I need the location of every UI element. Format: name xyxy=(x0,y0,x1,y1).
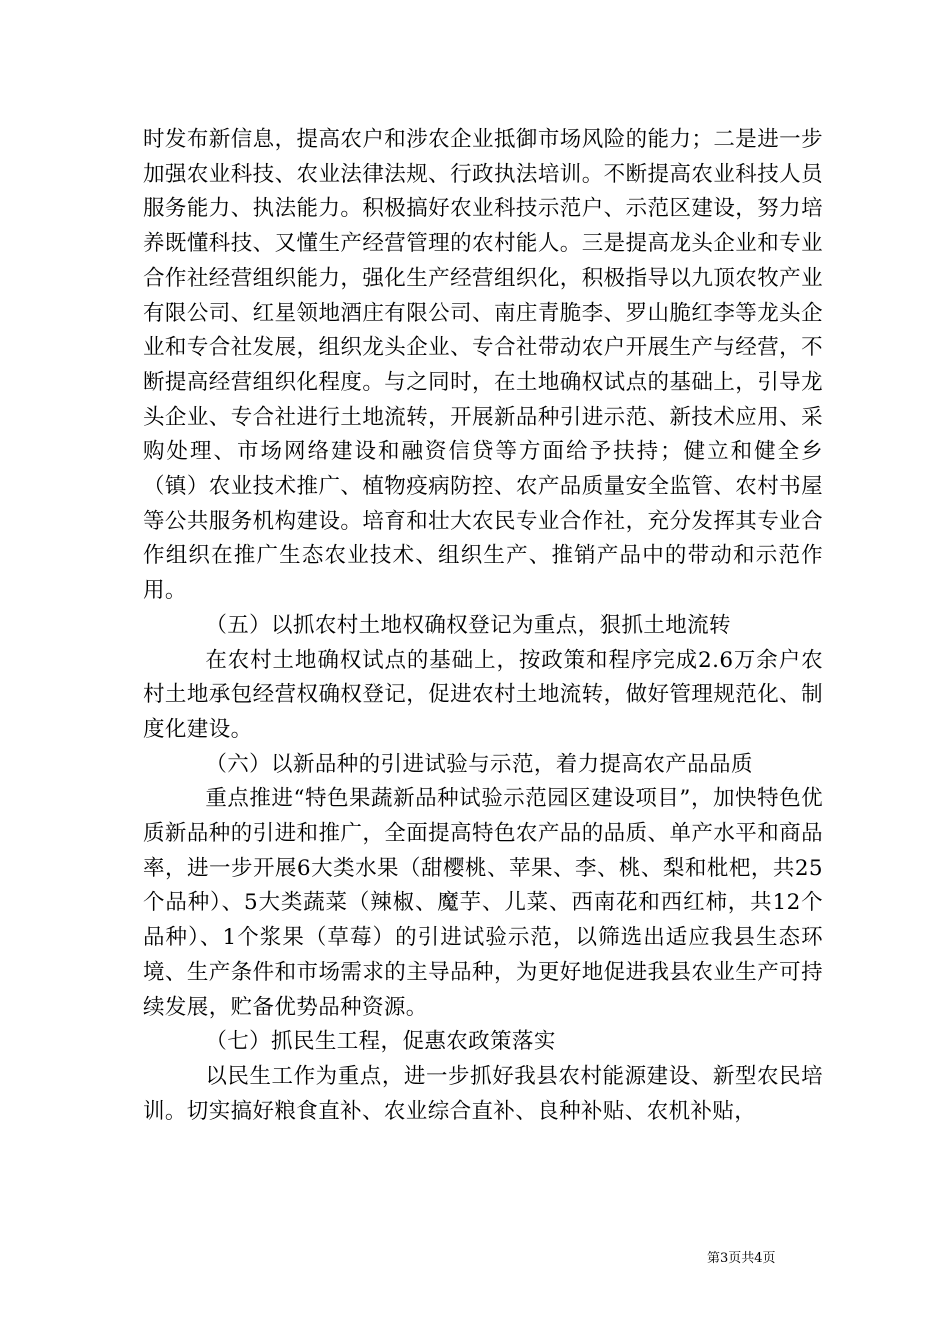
paragraph-livelihood: 以民生工作为重点，进一步抓好我县农村能源建设、新型农民培训。切实搞好粮食直补、农业综合直补、良种补贴、农机补贴， xyxy=(143,1063,823,1124)
paragraph-continuation: 时发布新信息，提高农户和涉农企业抵御市场风险的能力；二是进一步加强农业科技、农业法律法规、行政执法培训。不断提高农业科技人员服务能力、执法能力。积极搞好农业科技示范户、示范区建设，努力培养既懂科技、又懂生产经营管理的农村能人。三是提高龙头企业和专业合作社经营组织能力，强化生产经营组织化，积极指导以九顶农牧产业有限公司、红星领地酒庄有限公司、南庄青脆李、罗山脆红李等龙头企业和专合社发展，组织龙头企业、专合社带动农户开展生产与经营，不断提高经营组织化程度。与之同时，在土地确权试点的基础上，引导龙头企业、专合社进行土地流转，开展新品种引进示范、新技术应用、采购处理、市场网络建设和融资信贷等方面给予扶持；健立和健全乡（镇）农业技术推广、植物疫病防控、农产品质量安全监管、农村书屋等公共服务机构建设。培育和壮大农民专业合作社，充分发挥其专业合作组织在推广生态农业技术、组织生产、推销产品中的带动和示范作用。 xyxy=(143,127,823,604)
paragraph-new-varieties: 重点推进“特色果蔬新品种试验示范园区建设项目”，加快特色优质新品种的引进和推广，全面提高特色农产品的品质、单产水平和商品率，进一步开展6大类水果（甜樱桃、苹果、李、桃、梨和枇杷，共25个品种）、5大类蔬菜（辣椒、魔芋、儿菜、西南花和西红柿，共12个品种）、1个浆果（草莓）的引进试验示范，以筛选出适应我县生态环境、生产条件和市场需求的主导品种，为更好地促进我县农业生产可持续发展，贮备优势品种资源。 xyxy=(143,786,823,1020)
document-body xyxy=(143,123,823,1129)
page-number: 第3页共4页 xyxy=(707,1251,776,1266)
section-heading-7: （七）抓民生工程，促惠农政策落实 xyxy=(205,1029,556,1055)
paragraph-land-rights: 在农村土地确权试点的基础上，按政策和程序完成2.6万余户农村土地承包经营权确权登记，促进农村土地流转，做好管理规范化、制度化建设。 xyxy=(143,647,823,742)
section-heading-5: （五）以抓农村土地权确权登记为重点，狠抓土地流转 xyxy=(205,612,731,638)
section-heading-6: （六）以新品种的引进试验与示范，着力提高农产品品质 xyxy=(205,751,753,777)
